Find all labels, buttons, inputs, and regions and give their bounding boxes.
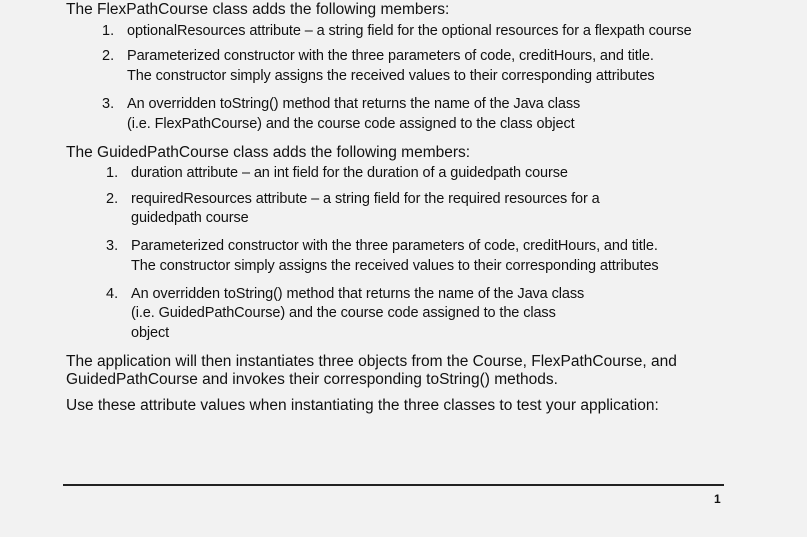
list-number: 3. bbox=[102, 96, 115, 112]
list-item-text: object bbox=[131, 325, 170, 341]
list-number: 2. bbox=[102, 48, 115, 64]
application-paragraph-line: GuidedPathCourse and invokes their corresponding toString() methods. bbox=[66, 371, 558, 388]
application-paragraph-line: The application will then instantiates three objects from the Course, FlexPathCourse, and bbox=[66, 353, 677, 370]
list-item-text: An overridden toString() method that returns the name of the Java class bbox=[131, 286, 585, 302]
footer-rule bbox=[63, 484, 724, 486]
list-number: 3. bbox=[106, 238, 119, 254]
list-item-text: guidedpath course bbox=[131, 210, 249, 226]
list-number: 2. bbox=[106, 191, 119, 207]
list-item-text: The constructor simply assigns the received values to their corresponding attributes bbox=[131, 258, 659, 274]
list-item-text: (i.e. GuidedPathCourse) and the course code assigned to the class bbox=[131, 305, 556, 321]
list-item-text: Parameterized constructor with the three parameters of code, creditHours, and title. bbox=[127, 48, 654, 64]
attribute-values-paragraph: Use these attribute values when instantiating the three classes to test your application: bbox=[66, 397, 659, 414]
list-item-text: The constructor simply assigns the received values to their corresponding attributes bbox=[127, 68, 655, 84]
list-item-text: (i.e. FlexPathCourse) and the course code assigned to the class object bbox=[127, 116, 575, 132]
list-item-text: requiredResources attribute – a string field for the required resources for a bbox=[131, 191, 600, 207]
list-item-text: duration attribute – an int field for the duration of a guidedpath course bbox=[131, 165, 568, 181]
list-item-text: optionalResources attribute – a string field for the optional resources for a flexpath course bbox=[127, 23, 692, 39]
list-item-text: Parameterized constructor with the three parameters of code, creditHours, and title. bbox=[131, 238, 658, 254]
guidedpath-intro: The GuidedPathCourse class adds the following members: bbox=[66, 144, 471, 161]
list-number: 4. bbox=[106, 286, 119, 302]
list-number: 1. bbox=[102, 23, 115, 39]
flexpath-intro: The FlexPathCourse class adds the following members: bbox=[66, 1, 450, 18]
list-number: 1. bbox=[106, 165, 119, 181]
page-number: 1 bbox=[714, 492, 721, 506]
list-item-text: An overridden toString() method that returns the name of the Java class bbox=[127, 96, 581, 112]
